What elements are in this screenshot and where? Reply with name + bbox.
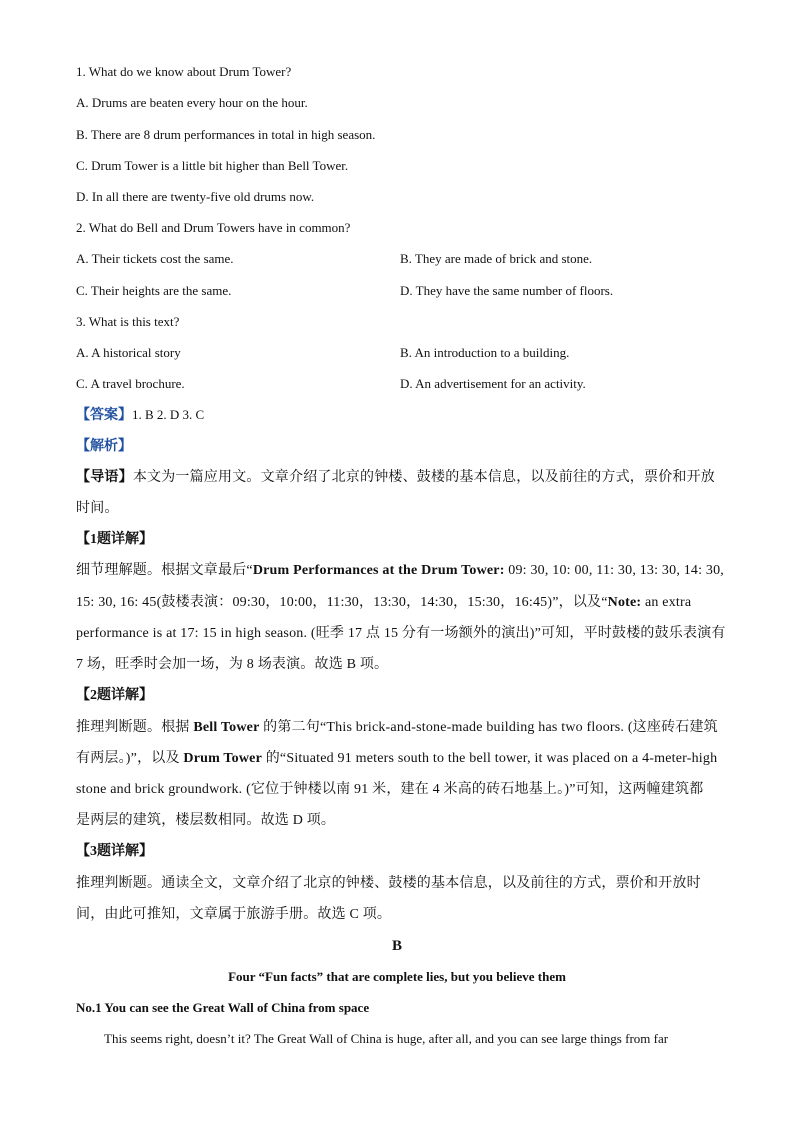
q1-option-d: D. In all there are twenty-five old drums now. (76, 189, 315, 204)
q1-option-b: B. There are 8 drum performances in total in high season. (76, 127, 376, 142)
detail-2-bold: Drum Tower (183, 751, 263, 766)
q3-option-b: B. An introduction to a building. (400, 345, 570, 360)
q3-option-d: D. An advertisement for an activity. (400, 376, 586, 391)
detail-2-text: 有两层。)”，以及 (76, 751, 184, 766)
guide-text-2: 时间。 (76, 501, 119, 516)
detail-2-line-2 (76, 750, 717, 768)
detail-2-text: 的第二句“This brick-and-stone-made building has two floors. (这座砖石建筑 (259, 720, 718, 735)
detail-1-times: 09: 30, 10: 00, 11: 30, 13: 30, 14: 30, (504, 563, 725, 578)
detail-1-line-2 (76, 594, 691, 612)
detail-3-label: 【3题详解】 (76, 844, 153, 859)
analysis-label: 【解析】 (76, 439, 132, 454)
detail-3-line-1: 推理判断题。通读全文，文章介绍了北京的钟楼、鼓楼的基本信息，以及前往的方式，票价和开放时 (76, 876, 701, 891)
q2-option-d: D. They have the same number of floors. (400, 283, 614, 298)
detail-2-text: 推理判断题。根据 (76, 720, 194, 735)
detail-1-bold: Drum Performances at the Drum Tower: (252, 563, 505, 578)
fact-heading: No.1 You can see the Great Wall of China from space (76, 1000, 370, 1015)
guide-text-1: 本文为一篇应用文。文章介绍了北京的钟楼、鼓楼的基本信息，以及前往的方式，票价和开放 (132, 470, 716, 485)
guide-line-1 (76, 469, 715, 487)
detail-2-line-3: stone and brick groundwork. (它位于钟楼以南 91 米，建在 4 米高的砖石地基上。)”可知，这两幢建筑都 (76, 782, 704, 797)
q2-option-b: B. They are made of brick and stone. (400, 251, 593, 266)
q2-option-a: A. Their tickets cost the same. (76, 251, 234, 266)
body-paragraph: This seems right, doesn’t it? The Great Wall of China is huge, after all, and you can see large things from far (104, 1031, 669, 1046)
q2-option-c: C. Their heights are the same. (76, 283, 232, 298)
q1-option-c: C. Drum Tower is a little bit higher than Bell Tower. (76, 158, 349, 173)
section-title: Four “Fun facts” that are complete lies, but you believe them (228, 969, 566, 984)
guide-label: 【导语】 (76, 470, 133, 485)
detail-1-line-1 (76, 562, 724, 580)
detail-1-text: 细节理解题。根据文章最后“ (76, 563, 253, 578)
detail-2-line-1 (76, 719, 718, 737)
q3-stem: 3. What is this text? (76, 314, 180, 329)
q3-option-a: A. A historical story (76, 345, 181, 360)
detail-1-text: 15: 30, 16: 45(鼓楼表演：09:30，10:00，11:30，13:30，14:30，15:30，16:45)”，以及“ (76, 595, 608, 610)
section-letter: B (391, 938, 402, 954)
answer-values: 1. B 2. D 3. C (132, 407, 205, 422)
detail-1-text: an extra (641, 595, 692, 610)
q1-option-a: A. Drums are beaten every hour on the hour. (76, 95, 308, 110)
detail-3-line-2: 间，由此可推知，文章属于旅游手册。故选 C 项。 (76, 907, 392, 922)
q2-stem: 2. What do Bell and Drum Towers have in common? (76, 220, 351, 235)
detail-1-label: 【1题详解】 (76, 532, 153, 547)
detail-2-text: 的“Situated 91 meters south to the bell tower, it was placed on a 4-meter-high (262, 751, 718, 766)
q3-option-c: C. A travel brochure. (76, 376, 185, 391)
detail-2-bold: Bell Tower (193, 720, 260, 735)
answer-line (76, 406, 204, 425)
detail-2-line-4: 是两层的建筑，楼层数相同。故选 D 项。 (76, 813, 336, 828)
detail-1-note: Note: (607, 595, 642, 610)
q1-stem: 1. What do we know about Drum Tower? (76, 64, 292, 79)
detail-1-line-4: 7 场，旺季时会加一场，为 8 场表演。故选 B 项。 (76, 657, 389, 672)
answer-label: 【答案】 (76, 408, 132, 423)
detail-1-line-3: performance is at 17: 15 in high season. (旺季 17 点 15 分有一场额外的演出)”可知，平时鼓楼的鼓乐表演有 (76, 626, 726, 641)
detail-2-label: 【2题详解】 (76, 688, 153, 703)
